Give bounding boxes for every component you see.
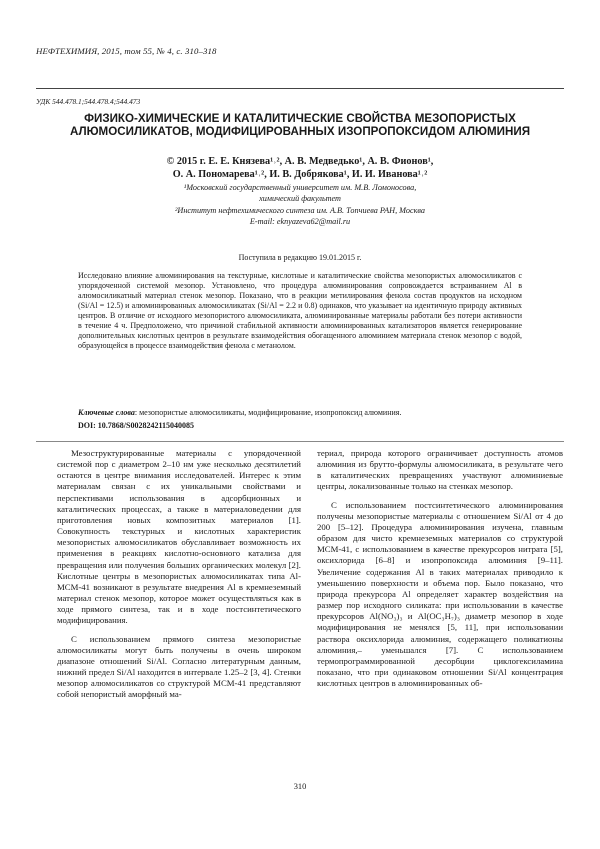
body-paragraph: териал, природа которого ограничивает доступность атомов алюминия из брутто-формулы алюмосиликата, в результате чего в каталитических превращениях участвуют алюминиевые центры, локализованные только на стенках мезопор.	[317, 448, 563, 492]
received-date: Поступила в редакцию 19.01.2015 г.	[238, 253, 362, 262]
body-paragraph: Мезоструктурированные материалы с упорядоченной системой пор с диаметром 2–10 нм уже несколько десятилетий остаются в центре внимания исследователей. Интерес к этим материалам связан с их уникальными свойствами и перспективами использования в адсорбционных и каталитических процессах, а также в материаловедении для приготовления новых композитных материалов [1]. Совокупность текстурных и кислотных характеристик мезопористых алюмосиликатов обуславливает возможность их применения в реакциях кислотно-основного катализа для превращения или получения больших органических молекул [2]. Кислотные центры в мезопористых алюмосиликатах типа Al-MCM-41 возникают в результате внедрения Al в кремнеземный материал стенок мезопор, которое может осуществляться как в ходе прямого синтеза, так и в ходе постсинтетического модифицирования.	[57, 448, 301, 626]
affiliations	[60, 182, 540, 228]
udk-code: УДК 544.478.1;544.478.4;544.473	[36, 97, 141, 106]
page-number: 310	[293, 782, 307, 791]
doi[interactable]: DOI: 10.7868/S0028242115040085	[78, 421, 195, 430]
affiliation-2: ²Институт нефтехимического синтеза им. А.В. Топчиева РАН, Москва	[174, 205, 426, 215]
section-divider	[36, 441, 564, 442]
body-column-right	[317, 448, 563, 696]
body-column-left	[57, 448, 301, 707]
keywords	[78, 408, 522, 418]
keywords-text: : мезопористые алюмосиликаты, модифицирование, изопропоксид алюминия.	[134, 408, 402, 417]
authors-line-1: © 2015 г. Е. Е. Князева¹˒², А. В. Медведько¹, А. В. Фионов¹,	[166, 156, 434, 167]
email[interactable]: E-mail: eknyazeva62@mail.ru	[249, 217, 351, 227]
article-title: ФИЗИКО-ХИМИЧЕСКИЕ И КАТАЛИТИЧЕСКИЕ СВОЙСТВА МЕЗОПОРИСТЫХ АЛЮМОСИЛИКАТОВ, МОДИФИЦИРОВАННЫХ ИЗОПРОПОКСИДОМ АЛЮМИНИЯ	[69, 112, 531, 139]
body-paragraph: С использованием постсинтетического алюминирования получены мезопористые материалы с отношением Si/Al от 4 до 200 [5–12]. Процедура алюминирования изучена, главным образом для чисто кремнеземных материалов со структурой MCM-41, с использованием в качестве прекурсоров нитрата [5], оксихлорида [6–8] и изопропоксида алюминия [9–11]. Увеличение содержания Al в таких материалах приводило к уменьшению поверхности и объема пор. Было показано, что природа прекурсора Al определяет характер воздействия на размер пор исходного силиката: при использовании в качестве прекурсоров Al(NO₃)₃ и Al(OC₃H₇)₃ диаметр мезопор в ходе модифицирования не менялся [5, 11], при использовании раствора оксихлорида алюминия, содержащего поликатионы алюминия,– уменьшался [7]. С использованием термопрограммированной десорбции циклогексиламина показано, что при одинаковом отношении Si/Al концентрация кислотных центров в алюминированных об-	[317, 499, 563, 689]
journal-header: НЕФТЕХИМИЯ, 2015, том 55, № 4, с. 310–318	[36, 46, 217, 56]
body-paragraph: С использованием прямого синтеза мезопористые алюмосиликаты могут быть получены в очень широком диапазоне отношений Si/Al. Согласно литературным данным, нижний предел Si/Al находится в интервале 1.25–2 [3, 4]. Стенки мезопор алюмосиликатов со структурой MCM-41 представляют собой непористый аморфный ма-	[57, 633, 301, 700]
authors	[60, 156, 540, 182]
authors-line-2: О. А. Пономарева¹˒², И. В. Добрякова¹, И. И. Иванова¹˒²	[172, 168, 428, 180]
header-rule	[36, 88, 564, 89]
affiliation-1-line-1: ¹Московский государственный университет им. М.В. Ломоносова,	[183, 183, 417, 192]
keywords-label: Ключевые слова	[78, 408, 135, 417]
affiliation-1-line-2: химический факультет	[259, 194, 341, 204]
abstract: Исследовано влияние алюминирования на текстурные, кислотные и каталитические свойства мезопористых алюмосиликатов с упорядоченной системой мезопор. Установлено, что процедура алюминирования сопровождается встраиванием Al в алюмосиликатный материал стенок мезопор. Показано, что в реакции метилирования фенола состав продуктов на исходном (Si/Al = 12.5) и алюминированных алюмосиликатах (Si/Al = 2.2 и 0.8) одинаков, что указывает на идентичную природу активных центров. В отличие от исходного мезопористого алюмосиликата, алюминированные материалы работали без потери активности в течение 4 ч. Предположено, что причиной стабильной активности алюминированных катализаторов является генерирование дополнительных кислотных центров в результате взаимодействия обогащенного алюминием материала стенок мезопор с водой, образующейся в процессе взаимодействия фенола с метанолом.	[78, 271, 522, 351]
